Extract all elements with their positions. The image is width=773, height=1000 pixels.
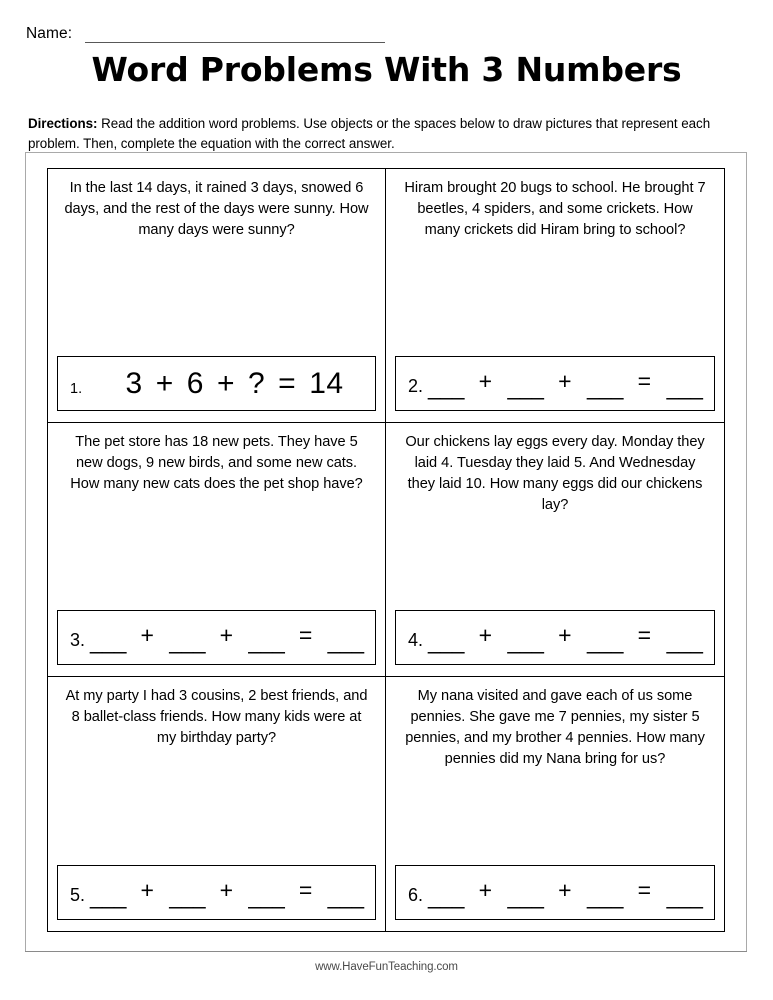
equation-number: 3. <box>70 629 86 650</box>
plus-operator: + <box>219 876 234 903</box>
equation-term-b: 6 <box>186 366 204 400</box>
plus-operator: + <box>140 621 155 648</box>
problem-grid <box>47 168 725 932</box>
problem-prompt: The pet store has 18 new pets. They have 5 new dogs, 9 new birds, and some new cats. How many new cats does the pet shop have? <box>70 434 363 492</box>
problem-cell-6 <box>386 677 724 931</box>
plus-operator: + <box>140 876 155 903</box>
problem-prompt: My nana visited and gave each of us some pennies. She gave me 7 pennies, my sister 5 pennies, and my brother 4 pennies. How many pennies did my Nana bring for us? <box>405 688 705 767</box>
problem-prompt: At my party I had 3 cousins, 2 best friends, and 8 ballet-class friends. How many kids were at my birthday party? <box>65 688 368 746</box>
equation-box-1[interactable] <box>57 356 376 411</box>
equals-operator: = <box>298 876 313 903</box>
equation-expression[interactable] <box>426 876 702 909</box>
footer-divider <box>25 951 747 952</box>
answer-blank-total[interactable]: ___ <box>327 882 363 909</box>
equals-operator: = <box>298 621 313 648</box>
problem-prompt: Hiram brought 20 bugs to school. He brought 7 beetles, 4 spiders, and some crickets. How many crickets did Hiram bring to school? <box>404 180 706 238</box>
page-title: Word Problems With 3 Numbers <box>91 50 682 89</box>
directions-text: Read the addition word problems. Use objects or the spaces below to draw pictures that represent each problem. Then, complete the equation with the correct answer. <box>28 116 711 151</box>
equation-box-6[interactable] <box>395 865 715 920</box>
name-label: Name: <box>26 25 73 42</box>
problem-cell-3 <box>48 423 386 677</box>
answer-blank-a[interactable]: ___ <box>90 882 126 909</box>
answer-blank-total[interactable]: ___ <box>666 627 702 654</box>
equation-number: 2. <box>408 375 424 396</box>
problem-prompt: In the last 14 days, it rained 3 days, snowed 6 days, and the rest of the days were sunny. How many days were sunny? <box>64 180 369 238</box>
answer-blank-c[interactable]: ___ <box>587 373 623 400</box>
answer-blank-c[interactable]: ___ <box>248 627 284 654</box>
name-write-in-line[interactable] <box>85 41 385 43</box>
problem-cell-1 <box>48 169 386 423</box>
problem-cell-2 <box>386 169 724 423</box>
equation-expression[interactable] <box>88 621 363 654</box>
equals-operator: = <box>637 876 652 903</box>
answer-blank-a[interactable]: ___ <box>428 373 464 400</box>
equation-expression[interactable] <box>88 876 363 909</box>
answer-blank-b[interactable]: ___ <box>507 627 543 654</box>
name-field-row <box>26 21 426 43</box>
equation-box-5[interactable] <box>57 865 376 920</box>
directions-label: Directions: <box>28 116 98 131</box>
plus-operator: + <box>219 621 234 648</box>
answer-blank-total[interactable]: ___ <box>327 627 363 654</box>
answer-blank-b[interactable]: ___ <box>169 627 205 654</box>
answer-blank-a[interactable]: ___ <box>428 882 464 909</box>
equation-expression[interactable] <box>426 367 702 400</box>
equation-box-4[interactable] <box>395 610 715 665</box>
directions-paragraph <box>28 114 718 153</box>
problem-cell-5 <box>48 677 386 931</box>
problem-cell-4 <box>386 423 724 677</box>
plus-operator: + <box>558 621 572 648</box>
plus-operator: + <box>558 876 572 903</box>
equals-operator: = <box>278 366 297 400</box>
equation-number: 5. <box>70 884 86 905</box>
equation-unknown: ? <box>247 366 266 400</box>
equation-term-a: 3 <box>125 366 143 400</box>
plus-operator: + <box>478 621 493 648</box>
equals-operator: = <box>637 367 652 394</box>
plus-operator: + <box>155 366 174 400</box>
equation-box-2[interactable] <box>395 356 715 411</box>
equation-expression[interactable] <box>92 368 363 400</box>
equation-number: 1. <box>70 380 83 397</box>
equation-expression[interactable] <box>426 621 702 654</box>
answer-blank-b[interactable]: ___ <box>169 882 205 909</box>
answer-blank-c[interactable]: ___ <box>587 882 623 909</box>
equals-operator: = <box>637 621 652 648</box>
answer-blank-a[interactable]: ___ <box>90 627 126 654</box>
plus-operator: + <box>478 367 493 394</box>
answer-blank-b[interactable]: ___ <box>507 882 543 909</box>
answer-blank-c[interactable]: ___ <box>248 882 284 909</box>
problem-prompt: Our chickens lay eggs every day. Monday they laid 4. Tuesday they laid 5. And Wednesday they laid 10. How many eggs did our chickens lay? <box>405 434 705 513</box>
answer-blank-b[interactable]: ___ <box>507 373 543 400</box>
answer-blank-total[interactable]: ___ <box>666 882 702 909</box>
plus-operator: + <box>558 367 572 394</box>
plus-operator: + <box>478 876 493 903</box>
answer-blank-a[interactable]: ___ <box>428 627 464 654</box>
answer-blank-c[interactable]: ___ <box>587 627 623 654</box>
answer-blank-total[interactable]: ___ <box>666 373 702 400</box>
footer-url: www.HaveFunTeaching.com <box>315 961 458 973</box>
equation-number: 4. <box>408 629 424 650</box>
equation-total: 14 <box>309 366 344 400</box>
plus-operator: + <box>216 366 235 400</box>
equation-number: 6. <box>408 884 424 905</box>
equation-box-3[interactable] <box>57 610 376 665</box>
